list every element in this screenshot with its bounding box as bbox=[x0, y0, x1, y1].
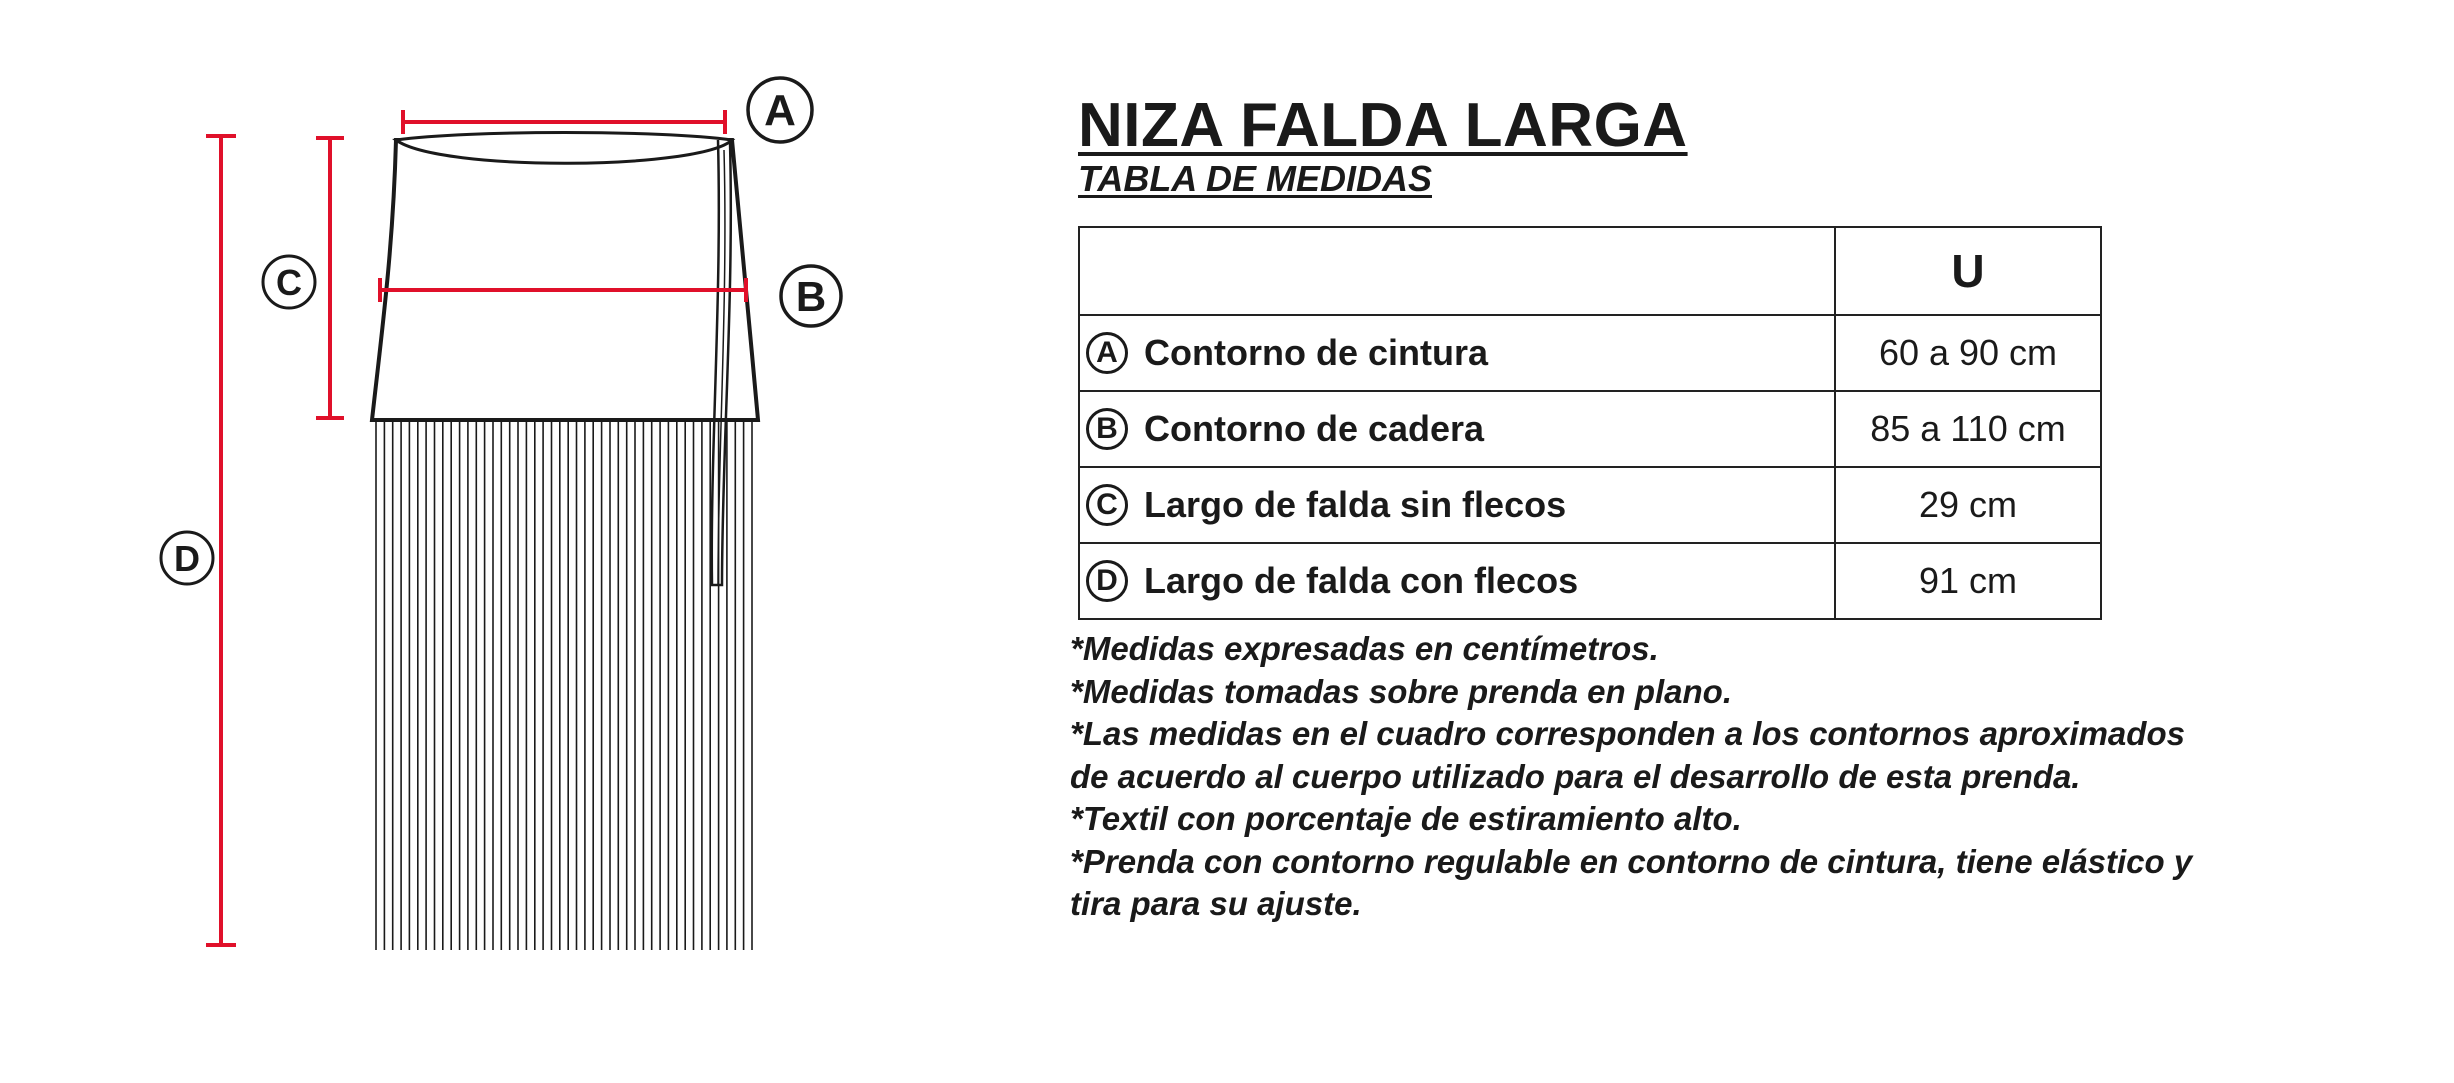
measure-line-d bbox=[206, 136, 236, 945]
table-row bbox=[1079, 543, 2101, 619]
row-label-length-no-fringe: Largo de falda sin flecos bbox=[1144, 484, 1567, 525]
table-row bbox=[1079, 315, 2101, 391]
note: *Prenda con contorno regulable en contorno de cintura, tiene elástico y tira para su ajuste. bbox=[1070, 842, 2193, 922]
row-marker-b: B bbox=[1086, 408, 1128, 450]
row-marker-c: C bbox=[1086, 484, 1128, 526]
marker-d-label: D bbox=[174, 538, 200, 579]
row-marker-d: D bbox=[1086, 560, 1128, 602]
measurement-notes bbox=[1070, 628, 2220, 926]
note: *Las medidas en el cuadro corresponden a los contornos aproximados de acuerdo al cuerpo utilizado para el desarrollo de esta prenda. bbox=[1070, 715, 2185, 795]
size-table bbox=[1078, 226, 2102, 620]
marker-b bbox=[781, 266, 841, 326]
note: *Medidas expresadas en centímetros. bbox=[1070, 630, 1659, 667]
measure-line-c bbox=[316, 138, 344, 418]
marker-b-label: B bbox=[795, 273, 827, 320]
page-subtitle: TABLA DE MEDIDAS bbox=[1078, 158, 1432, 199]
note: *Textil con porcentaje de estiramiento alto. bbox=[1070, 800, 1742, 837]
row-label-waist: Contorno de cintura bbox=[1144, 332, 1488, 373]
table-row bbox=[1079, 467, 2101, 543]
marker-c-label: C bbox=[276, 262, 302, 303]
row-value-length-with-fringe: 91 cm bbox=[1835, 543, 2101, 619]
row-value-length-no-fringe: 29 cm bbox=[1835, 467, 2101, 543]
marker-a-label: A bbox=[764, 86, 796, 135]
note: *Medidas tomadas sobre prenda en plano. bbox=[1070, 672, 1732, 710]
row-label-hip: Contorno de cadera bbox=[1144, 408, 1485, 449]
size-table-header bbox=[1079, 227, 2101, 315]
fringe-strands bbox=[376, 420, 752, 950]
size-header: U bbox=[1835, 227, 2101, 315]
marker-d bbox=[161, 532, 213, 584]
table-row bbox=[1079, 391, 2101, 467]
measure-line-a bbox=[403, 110, 725, 134]
marker-c bbox=[263, 256, 315, 308]
header-blank-cell bbox=[1079, 227, 1835, 315]
page-title: NIZA FALDA LARGA bbox=[1078, 91, 1688, 160]
row-marker-a: A bbox=[1086, 332, 1128, 374]
row-value-hip: 85 a 110 cm bbox=[1835, 391, 2101, 467]
row-label-length-with-fringe: Largo de falda con flecos bbox=[1144, 560, 1579, 601]
row-value-waist: 60 a 90 cm bbox=[1835, 315, 2101, 391]
marker-a bbox=[748, 78, 812, 142]
skirt-body bbox=[372, 140, 758, 420]
skirt-diagram bbox=[0, 0, 900, 1083]
